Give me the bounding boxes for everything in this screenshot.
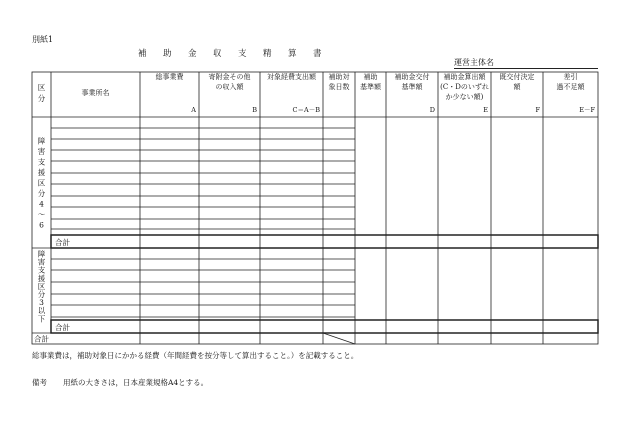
header-subsidy_base: 基準額: [360, 83, 381, 91]
subtotal-label: 合計: [55, 238, 70, 247]
header-difference: 過不足額: [556, 83, 585, 91]
header-difference: 差引: [563, 73, 578, 81]
footnote: 総事業費は，補助対象日にかかる経費（年間経費を按分等して算出すること。）を記載すること。: [32, 351, 359, 360]
group-label: 6: [39, 220, 44, 230]
header-calculated: 補助金算出額: [443, 73, 486, 81]
group-label: 障: [37, 136, 46, 146]
group-label: 支: [37, 157, 46, 167]
header-subsidy_days: 象日数: [328, 83, 350, 91]
group-label: ～: [37, 210, 46, 220]
group-label: 区: [37, 178, 46, 188]
header-facility: 事業所名: [81, 89, 110, 97]
header-calculated: (C・Dのいずれ: [440, 83, 489, 91]
header-grant_base: 基準額: [401, 83, 423, 91]
header-already_decided: 額: [513, 83, 521, 91]
group-label: 4: [39, 199, 44, 209]
operator-name-label: 運営主体名: [454, 58, 494, 67]
group-label: 援: [37, 168, 46, 178]
header-letter-difference: E－F: [579, 106, 595, 114]
form-label: 別紙1: [32, 35, 54, 44]
group-label: 害: [37, 257, 46, 267]
header-grant_base: 補助金交付: [394, 73, 430, 81]
remark-text: 用紙の大きさは，日本産業規格A4とする。: [63, 378, 209, 387]
header-donations: 寄附金その他: [208, 73, 251, 81]
header-letter-total_cost: A: [191, 106, 196, 114]
group-label: 分: [37, 189, 46, 199]
group-label: 以: [37, 306, 46, 316]
header-letter-calculated: E: [483, 106, 488, 114]
header-subsidy_base: 補助: [363, 73, 378, 81]
remark-label: 備考: [32, 378, 47, 387]
document-title: 補助金収支精算書: [138, 49, 339, 59]
header-calculated: か少ない額): [445, 93, 484, 101]
header-already_decided: 既交付決定: [499, 73, 535, 81]
group-label: 援: [37, 273, 46, 283]
header-letter-donations: B: [252, 106, 257, 114]
header-donations: の収入額: [215, 83, 244, 91]
header-category: 区: [37, 83, 46, 92]
header-eligible_cost: 対象経費支出額: [267, 73, 316, 81]
subtotal-box: [51, 235, 598, 248]
header-subsidy_days: 補助対: [328, 73, 350, 81]
group-label: 区: [37, 281, 46, 291]
na-slash: [323, 333, 355, 344]
subtotal-label: 合計: [55, 323, 70, 332]
header-category: 分: [37, 94, 46, 103]
group-label: 支: [37, 265, 46, 275]
group-label: 3: [39, 298, 44, 308]
group-label: 下: [37, 314, 46, 324]
header-letter-already_decided: F: [535, 106, 540, 114]
header-total_cost: 総事業費: [155, 73, 184, 81]
subtotal-box: [51, 320, 598, 333]
group-label: 障: [37, 249, 46, 259]
header-letter-grant_base: D: [429, 106, 435, 114]
group-label: 害: [37, 147, 46, 157]
grand-total-label: 合計: [34, 334, 49, 344]
header-letter-eligible_cost: C＝A－B: [292, 106, 320, 114]
group-label: 分: [37, 290, 46, 300]
